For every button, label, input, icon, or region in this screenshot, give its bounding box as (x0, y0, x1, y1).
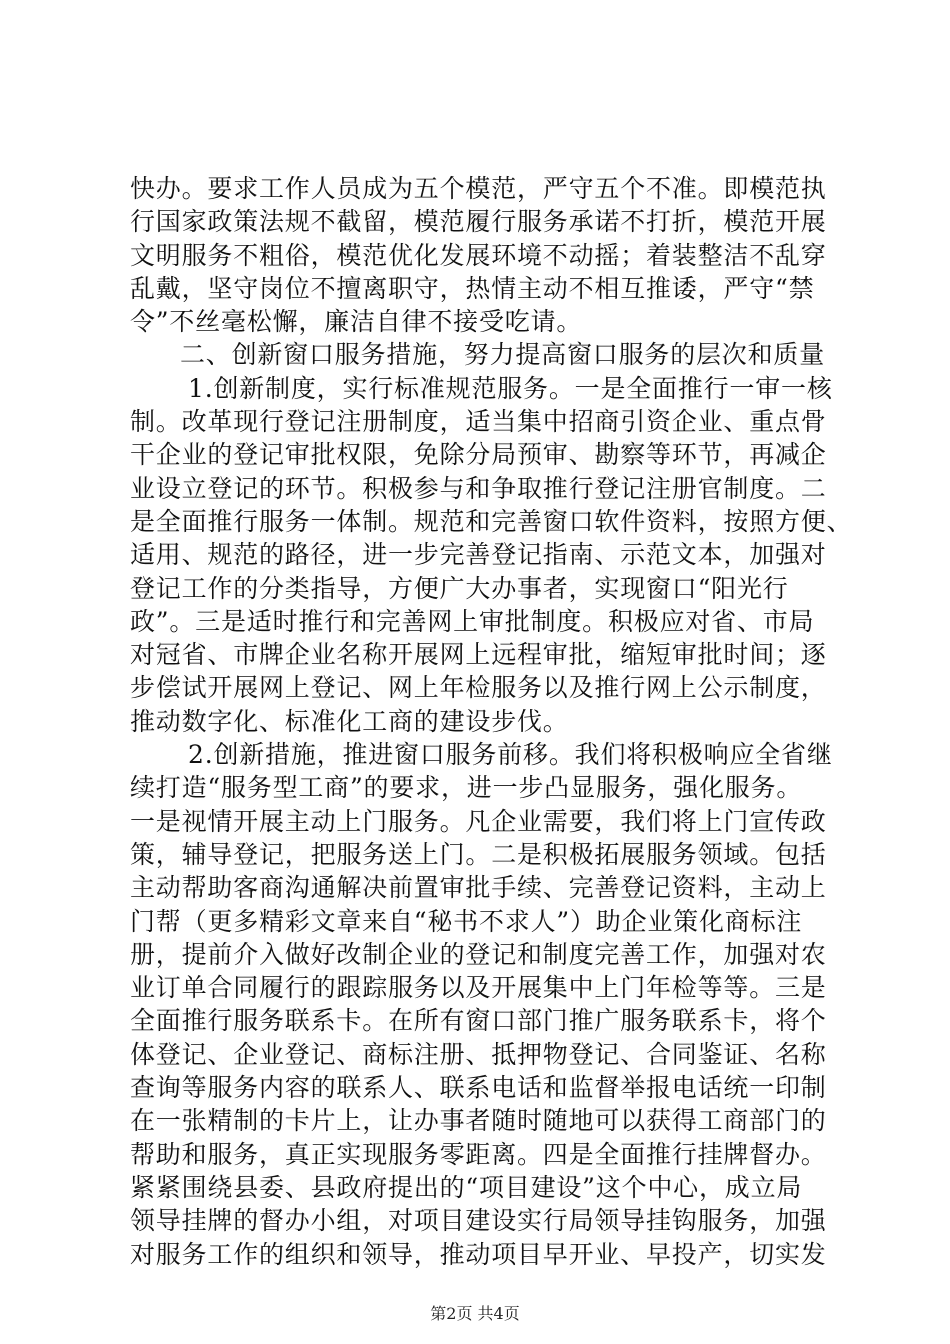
text-line: 制。改革现行登记注册制度，适当集中招商引资企业、重点骨 (130, 407, 827, 437)
text-line: 紧紧围绕县委、县政府提出的“项目建设”这个中心，成立局 (130, 1172, 803, 1202)
text-line: 适用、规范的路径，进一步完善登记指南、示范文本，加强对 (130, 540, 827, 570)
text-line: 策，辅导登记，把服务送上门。二是积极拓展服务领域。包括 (130, 839, 827, 869)
text-line: 乱戴，坚守岗位不擅离职守，热情主动不相互推诿，严守“禁 (130, 273, 815, 303)
text-line: 领导挂牌的督办小组，对项目建设实行局领导挂钩服务，加强 (130, 1206, 827, 1236)
text-line: 册，提前介入做好改制企业的登记和制度完善工作，加强对农 (130, 939, 827, 969)
text-line: 令”不丝毫松懈，廉洁自律不接受吃请。 (130, 307, 583, 337)
text-line: 对服务工作的组织和领导，推动项目早开业、早投产，切实发 (130, 1239, 827, 1269)
text-line: 门帮（更多精彩文章来自“秘书不求人”）助企业策化商标注 (130, 906, 803, 936)
text-line: 业订单合同履行的跟踪服务以及开展集中上门年检等等。三是 (130, 973, 827, 1003)
text-line: 帮助和服务，真正实现服务零距离。四是全面推行挂牌督办。 (130, 1139, 827, 1169)
text-line: 对冠省、市牌企业名称开展网上远程审批，缩短审批时间；逐 (130, 640, 827, 670)
text-line: 业设立登记的环节。积极参与和争取推行登记注册官制度。二 (130, 473, 827, 503)
text-line: 查询等服务内容的联系人、联系电话和监督举报电话统一印制 (130, 1073, 827, 1103)
text-line: 续打造“服务型工商”的要求，进一步凸显服务，强化服务。 (130, 773, 803, 803)
document-body (130, 172, 853, 1271)
text-line: 在一张精制的卡片上，让办事者随时随地可以获得工商部门的 (130, 1106, 827, 1136)
text-line: 2.创新措施，推进窗口服务前移。我们将积极响应全省继 (188, 740, 833, 770)
page-number-footer: 第2页 共4页 (430, 1304, 520, 1323)
text-line: 是全面推行服务一体制。规范和完善窗口软件资料，按照方便、 (130, 506, 853, 536)
text-line: 全面推行服务联系卡。在所有窗口部门推广服务联系卡，将个 (130, 1006, 827, 1036)
text-line: 文明服务不粗俗，模范优化发展环境不动摇；着装整洁不乱穿 (130, 240, 827, 270)
text-line: 登记工作的分类指导，方便广大办事者，实现窗口“阳光行 (130, 573, 789, 603)
section-heading: 二、创新窗口服务措施，努力提高窗口服务的层次和质量 (180, 340, 826, 370)
text-line: 步偿试开展网上登记、网上年检服务以及推行网上公示制度， (130, 673, 827, 703)
text-line: 政”。三是适时推行和完善网上审批制度。积极应对省、市局 (130, 606, 815, 636)
text-line: 体登记、企业登记、商标注册、抵押物登记、合同鉴证、名称 (130, 1039, 827, 1069)
text-line: 行国家政策法规不截留，模范履行服务承诺不打折，模范开展 (130, 207, 827, 237)
text-line: 一是视情开展主动上门服务。凡企业需要，我们将上门宣传政 (130, 806, 827, 836)
text-line: 快办。要求工作人员成为五个模范，严守五个不准。即模范执 (130, 174, 827, 203)
text-line: 1.创新制度，实行标准规范服务。一是全面推行一审一核 (188, 373, 833, 403)
text-line: 主动帮助客商沟通解决前置审批手续、完善登记资料，主动上 (130, 873, 827, 903)
text-line: 推动数字化、标准化工商的建设步伐。 (130, 706, 569, 736)
text-line: 干企业的登记审批权限，免除分局预审、勘察等环节，再减企 (130, 440, 827, 470)
